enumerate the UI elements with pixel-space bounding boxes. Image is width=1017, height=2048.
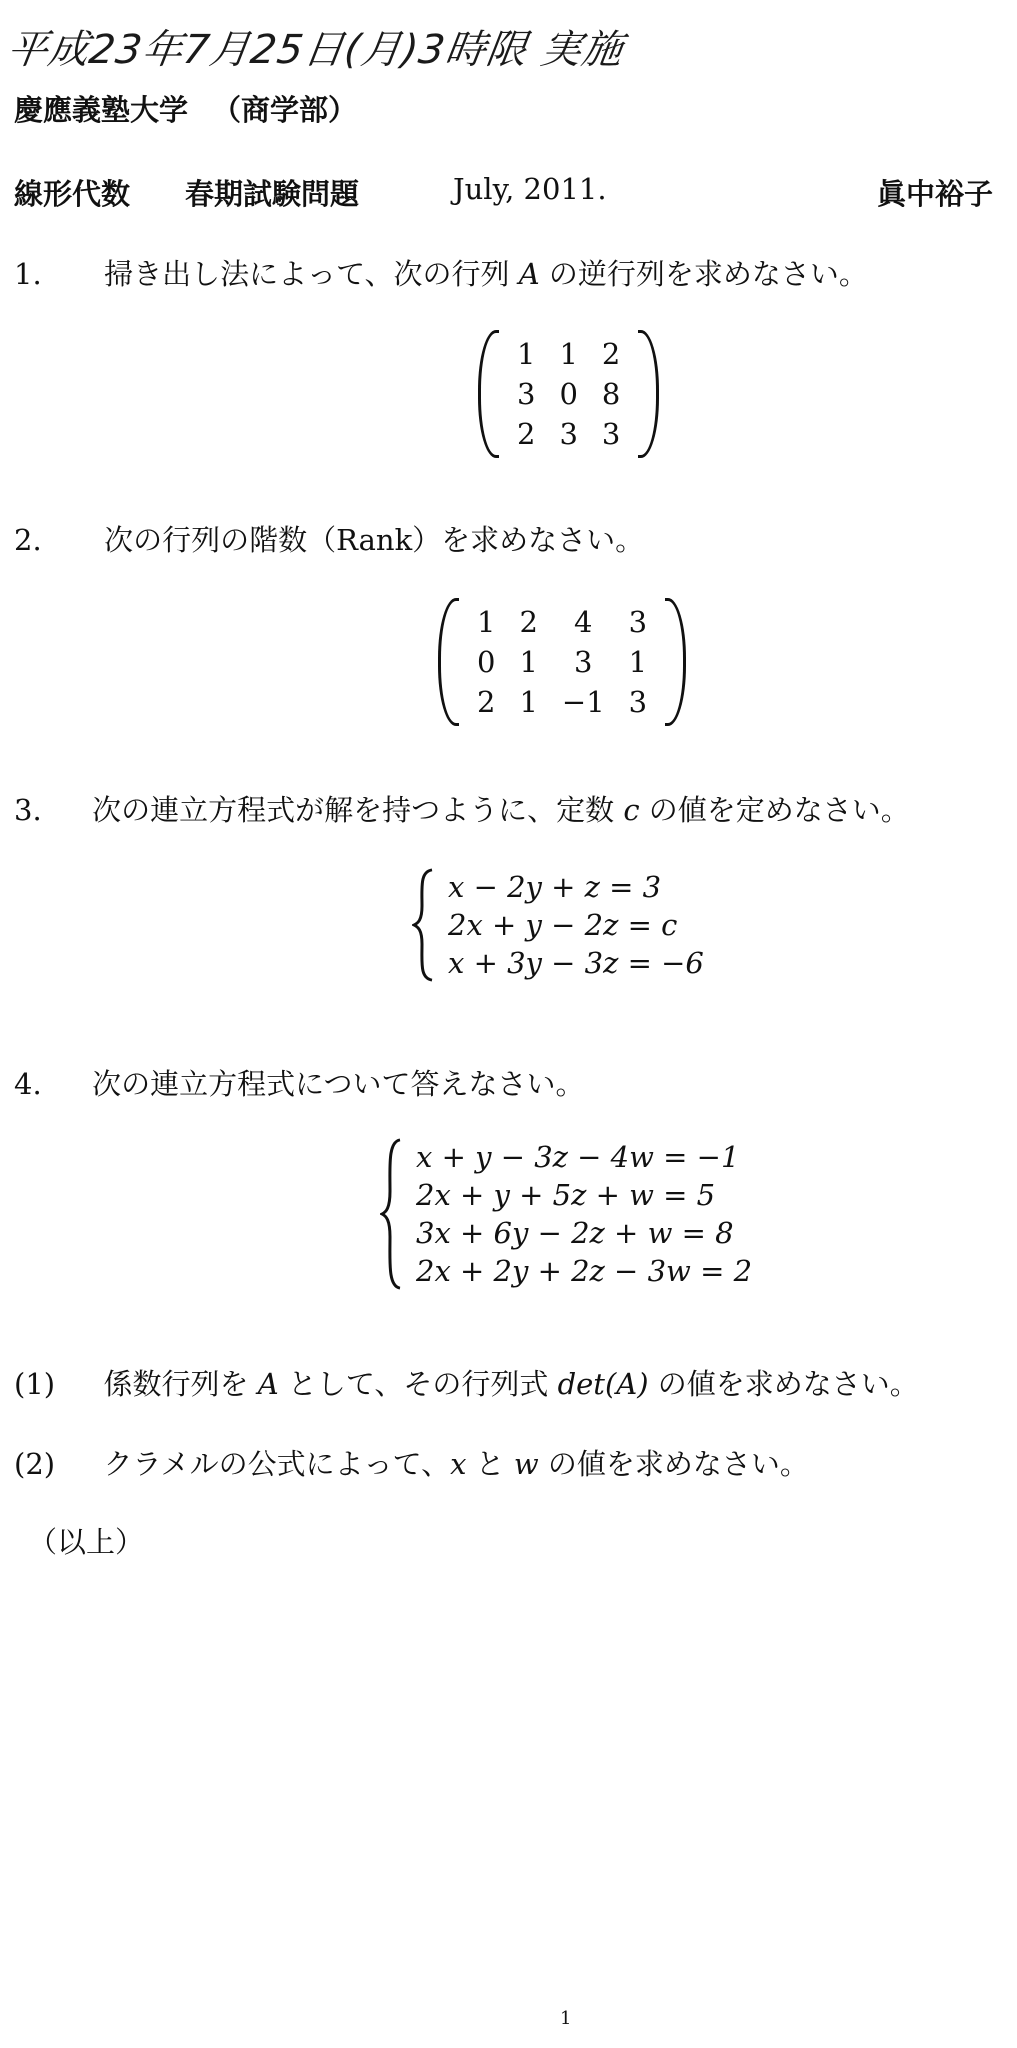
equation-line: 2x + y + 5z + w = 5 [416,1178,716,1212]
variable-x: x [450,1447,467,1481]
problem-text: 次の連立方程式について答えなさい。 [92,1067,585,1101]
matrix-cell: 3 [601,417,621,451]
matrix-cell: 4 [574,605,593,639]
subquestion-number: (1) [14,1367,56,1401]
equation-system-3 [412,868,704,982]
matrix-a [478,330,659,458]
problem-number: 4. [14,1067,42,1101]
problem-2 [14,518,644,559]
matrix-cell: 8 [601,377,621,411]
subquestion-text: クラメルの公式によって、 [103,1447,451,1481]
subquestion-number: (2) [14,1447,56,1481]
matrix-cell: 1 [559,337,578,371]
left-brace [380,1138,402,1290]
problem-text: 掃き出し法によって、次の行列 [104,257,519,291]
matrix-cell: 1 [628,645,648,679]
matrix-cell: 0 [559,377,578,411]
left-brace [412,868,434,982]
matrix-cell: 1 [519,685,538,719]
problem-text: 次の連立方程式が解を持つように、定数 [92,793,624,827]
equation-line: 2x + y − 2z = c [448,908,678,942]
matrix-cell: 0 [477,645,496,679]
matrix-cell: 1 [519,645,538,679]
matrix-cell: 2 [519,605,538,639]
exam-title: 春期試験問題 [185,177,360,211]
constant-variable: c [623,793,640,827]
problem-3 [14,788,910,829]
problem-number: 2. [14,523,42,557]
problem-1 [14,252,868,293]
course-name: 線形代数 [14,177,131,211]
page-number: 1 [560,2008,572,2029]
matrix-cell: 1 [477,605,496,639]
matrix-cell: 2 [601,337,621,371]
closing-note: （以上） [28,1525,145,1559]
matrix-rank-entries [465,602,659,722]
variable-w: w [513,1447,539,1481]
problem-text-cont: の値を定めなさい。 [639,793,910,827]
matrix-cell: 1 [517,337,536,371]
subquestion-text-cont: と [466,1447,514,1481]
subquestion-text-end: の値を求めなさい。 [538,1447,809,1481]
equation-line: 2x + 2y + 2z − 3w = 2 [416,1254,753,1288]
subquestion-text: 係数行列を [103,1367,258,1401]
subquestion-text-end: の値を求めなさい。 [648,1367,919,1401]
university-name: 慶應義塾大学 [14,93,189,127]
problem-number: 3. [14,793,42,827]
equation-line: x + y − 3z − 4w = −1 [416,1140,740,1174]
matrix-a-entries [505,334,632,454]
matrix-variable: A [518,257,540,291]
matrix-cell: 2 [517,417,536,451]
matrix-cell: 3 [628,685,648,719]
matrix-cell: 3 [517,377,536,411]
equation-line: 3x + 6y − 2z + w = 8 [416,1216,734,1250]
instructor-name: 眞中裕子 [877,177,994,211]
handwritten-note: 平成23年7月25日(月)3時限 実施 [4,27,627,73]
subquestion-text-cont: として、その行列式 [278,1367,558,1401]
problem-text-cont: の逆行列を求めなさい。 [539,257,868,291]
problem-text: 次の行列の階数（Rank）を求めなさい。 [104,523,645,557]
problem-number: 1. [14,257,42,291]
equation-line: x − 2y + z = 3 [448,870,662,904]
problem-4 [14,1062,585,1103]
matrix-cell: 3 [628,605,648,639]
matrix-cell: 3 [559,417,578,451]
determinant-expression: det(A) [557,1367,649,1401]
matrix-variable: A [257,1367,279,1401]
matrix-cell: 2 [477,685,496,719]
faculty-name: （商学部） [212,93,358,127]
equation-line: x + 3y − 3z = −6 [448,946,704,980]
matrix-cell: −1 [561,685,605,719]
equation-system-4 [380,1138,752,1290]
exam-date: July, 2011. [453,172,607,206]
matrix-cell: 3 [574,645,593,679]
subquestion-2 [14,1442,809,1483]
subquestion-1 [14,1362,919,1403]
matrix-rank [438,598,686,726]
